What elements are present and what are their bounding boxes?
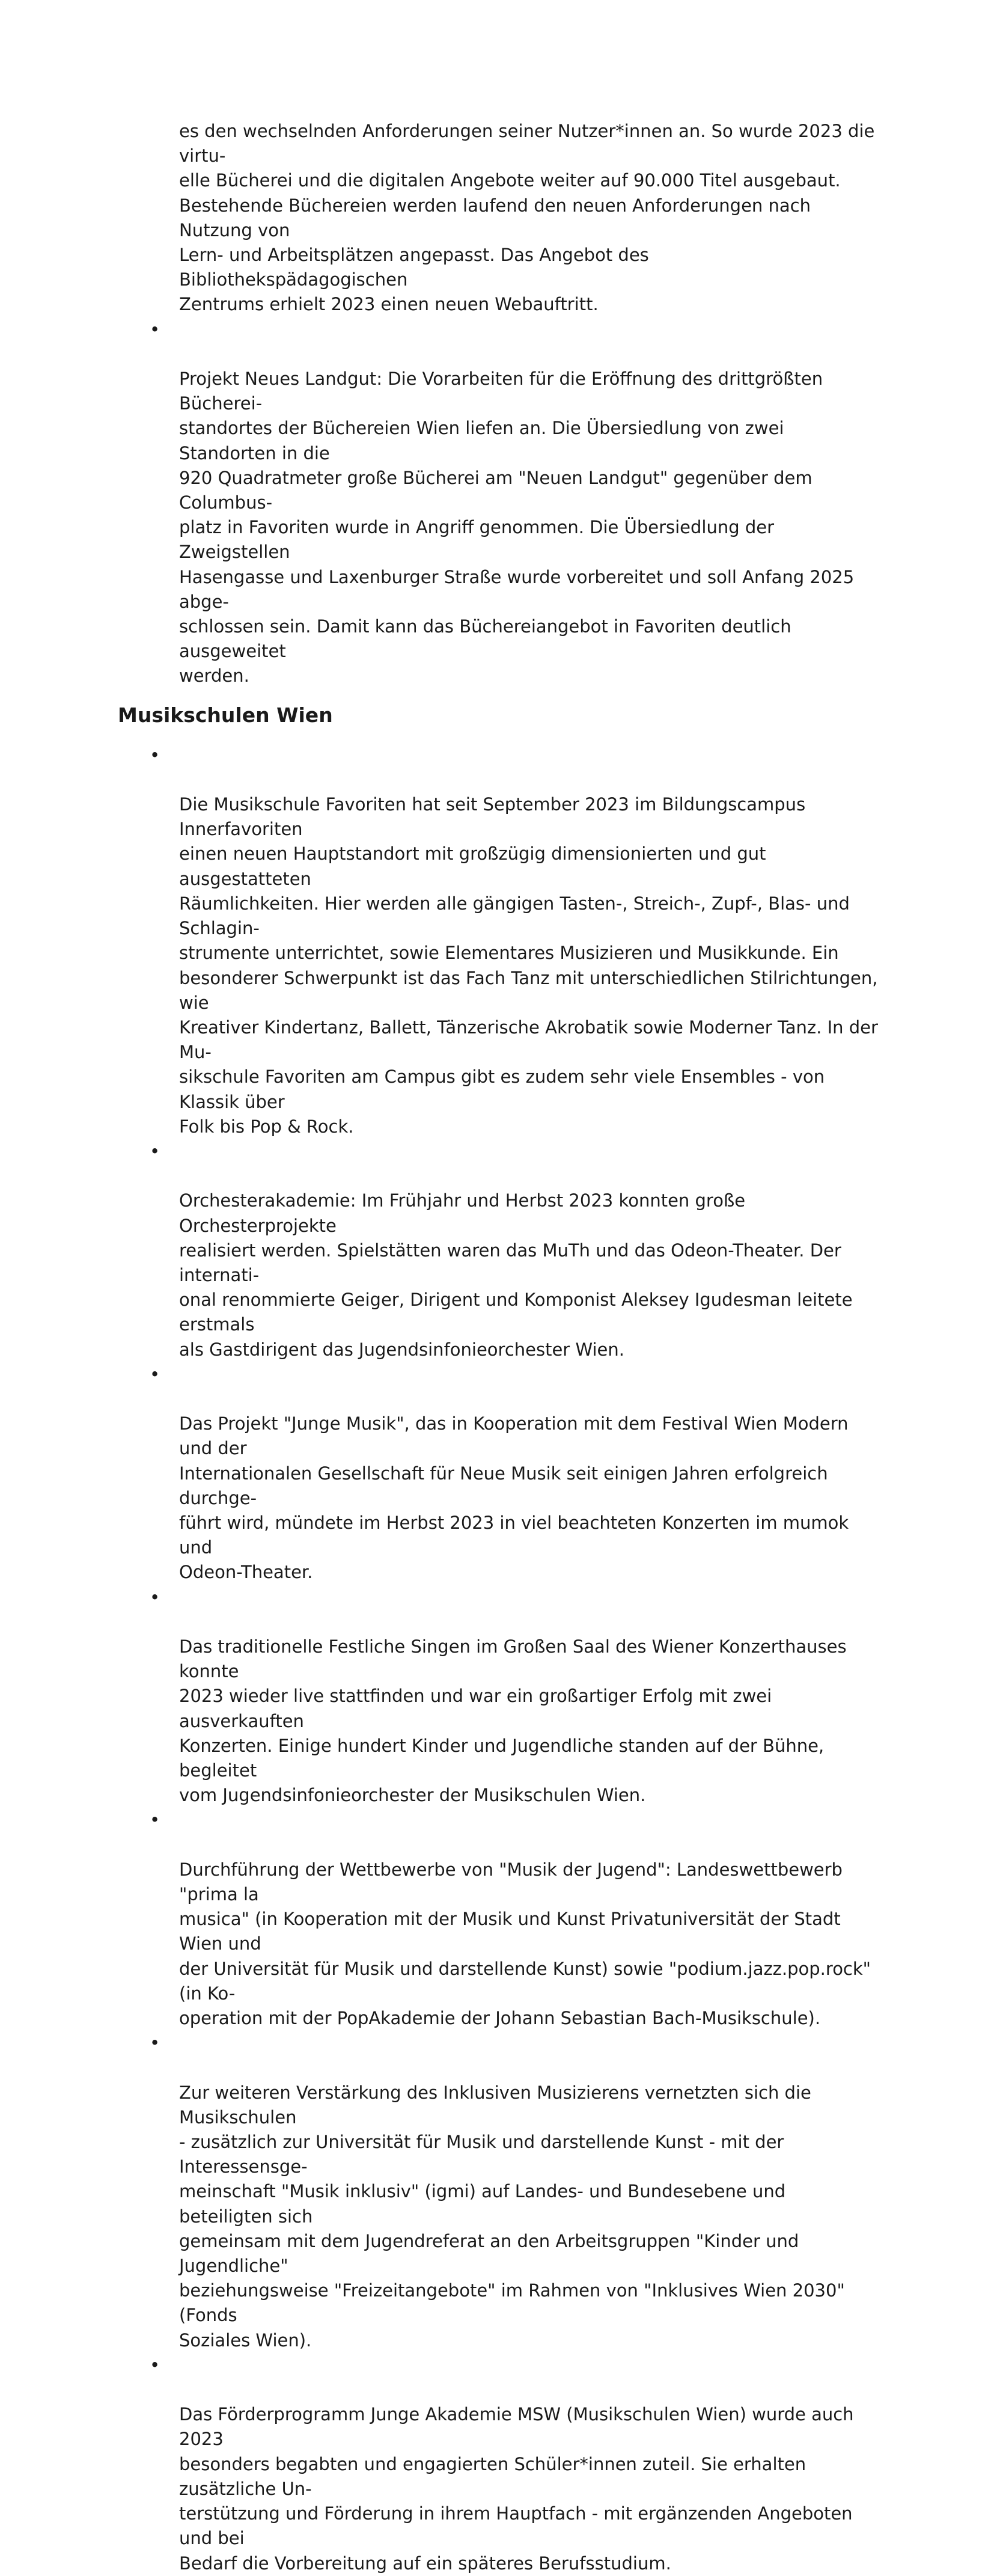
bullet-icon: • — [150, 2354, 160, 2375]
list-item-text: Das Förderprogramm Junge Akademie MSW (Musikschulen Wien) wurde auch 2023 besonders begabten und engagierten Schüler*innen zuteil. Sie erhalten zusätzliche Un- terstützung und Förderung in ihrem Hauptfach - mit ergänzenden Angeboten und bei Bedarf die Vorbereitung auf ein späteres Berufsstudium. — [179, 2404, 854, 2574]
list-item — [118, 2031, 880, 2353]
bullet-icon: • — [150, 2033, 160, 2054]
list-item — [118, 2353, 880, 2576]
list-item-text: Durchführung der Wettbewerbe von "Musik der Jugend": Landeswettbewerb "prima la musica" (in Kooperation mit der Musik und Kunst Privatuniversität der Stadt Wien und der Universität für Musik und darstellende Kunst) sowie "podium.jazz.pop.rock" (in Ko- operation mit der PopAkademie der Johann Sebastian Bach-Musikschule). — [179, 1859, 871, 2029]
list-item — [118, 1362, 880, 1585]
list-item-text: Die Musikschule Favoriten hat seit September 2023 im Bildungscampus Innerfavoriten einen neuen Hauptstandort mit großzügig dimensionierten und gut ausgestatteten Räumlichkeiten. Hier werden alle gängigen Tasten-, Streich-, Zupf-, Blas- und Schlagin- strumente unterrichtet, sowie Elementares Musizieren und Musikkunde. Ein besonderer Schwerpunkt ist das Fach Tanz mit unterschiedlichen Stilrichtungen, wie Kreativer Kindertanz, Ballett, Tänzerische Akrobatik sowie Moderner Tanz. In der Mu- sikschule Favoriten am Campus gibt es zudem sehr viele Ensembles - von Klassik über Folk bis Pop & Rock. — [179, 794, 878, 1137]
list-item-text: Projekt Neues Landgut: Die Vorarbeiten für die Eröffnung des drittgrößten Bücherei- standortes der Büchereien Wien liefen an. Die Übersiedlung von zwei Standorten in die 920 Quadratmeter große Bücherei am "Neuen Landgut" gegenüber dem Columbus- platz in Favoriten wurde in Angriff genommen. Die Übersiedlung der Zweigstellen Hasengasse und Laxenburger Straße wurde vorbereitet und soll Anfang 2025 abge- schlossen sein. Damit kann das Büchereiangebot in Favoriten deutlich ausgeweitet werden. — [179, 369, 855, 687]
bullet-icon: • — [150, 319, 160, 340]
bullet-icon: • — [150, 1810, 160, 1831]
buecherei-list — [118, 119, 880, 689]
bullet-icon: • — [150, 1586, 160, 1608]
list-item — [118, 743, 880, 1139]
list-item-text: Das traditionelle Festliche Singen im Großen Saal des Wiener Konzerthauses konnte 2023 wieder live stattfinden und war ein großartiger Erfolg mit zwei ausverkauften Konzerten. Einige hundert Kinder und Jugendliche standen auf der Bühne, begleitet vom Jugendsinfonieorchester der Musikschulen Wien. — [179, 1636, 847, 1806]
bullet-icon: • — [150, 744, 160, 765]
list-item — [118, 1808, 880, 2031]
list-item — [118, 317, 880, 689]
list-item-text: Orchesterakademie: Im Frühjahr und Herbst 2023 konnten große Orchesterprojekte realisiert werden. Spielstätten waren das MuTh und das Odeon-Theater. Der internati- onal renommierte Geiger, Dirigent und Komponist Aleksey Igudesman leitete erstmals als Gastdirigent das Jugendsinfonieorchester Wien. — [179, 1190, 853, 1360]
list-item-continuation: es den wechselnden Anforderungen seiner Nutzer*innen an. So wurde 2023 die virtu- elle Bücherei und die digitalen Angebote weiter auf 90.000 Titel ausgebaut. Bestehende Büchereien werden laufend den neuen Anforderungen nach Nutzung von Lern- und Arbeitsplätzen angepasst. Das Angebot des Bibliothekspädagogischen Zentrums erhielt 2023 einen neuen Webauftritt. — [179, 121, 875, 315]
section-heading: Musikschulen Wien — [118, 703, 333, 727]
list-item — [118, 1585, 880, 1808]
bullet-icon: • — [150, 1140, 160, 1161]
list-item-text: Das Projekt "Junge Musik", das in Kooperation mit dem Festival Wien Modern und der Internationalen Gesellschaft für Neue Musik seit einigen Jahren erfolgreich durchge- führt wird, mündete im Herbst 2023 in viel beachteten Konzerten im mumok und Odeon-Theater. — [179, 1413, 849, 1583]
bullet-icon: • — [150, 1363, 160, 1384]
list-item-text: Zur weiteren Verstärkung des Inklusiven Musizierens vernetzten sich die Musikschulen - zusätzlich zur Universität für Musik und darstellende Kunst - mit der Interessensge- meinschaft "Musik inklusiv" (igmi) auf Landes- und Bundesebene und beteiligten sich gemeinsam mit dem Jugendreferat an den Arbeitsgruppen "Kinder und Jugendliche" beziehungsweise "Freizeitangebote" im Rahmen von "Inklusives Wien 2030" (Fonds Soziales Wien). — [179, 2082, 845, 2351]
musikschulen-list — [118, 743, 880, 2576]
list-item — [118, 1139, 880, 1362]
